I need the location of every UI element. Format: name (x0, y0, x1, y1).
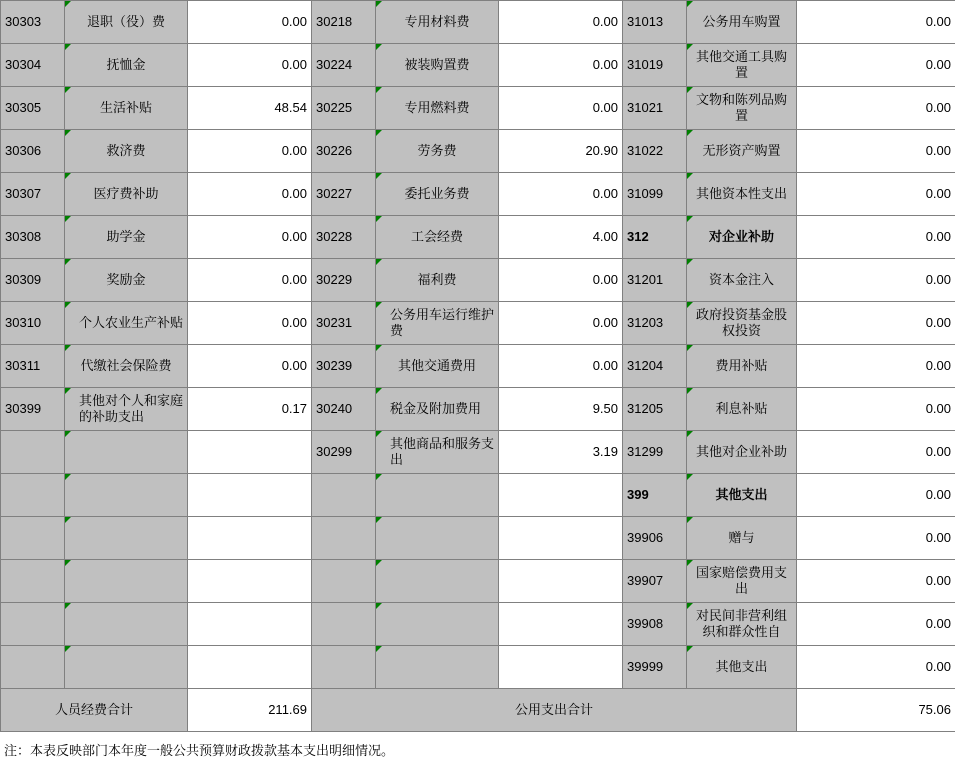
table-row (1, 646, 955, 689)
item-code: 30227 (312, 173, 376, 216)
item-name: 抚恤金 (65, 44, 188, 87)
item-amount: 0.00 (188, 302, 312, 345)
item-name: 资本金注入 (687, 259, 797, 302)
item-code: 31099 (623, 173, 687, 216)
item-code: 31013 (623, 1, 687, 44)
item-code: 31203 (623, 302, 687, 345)
personnel-total-amount: 211.69 (188, 689, 312, 732)
item-amount: 0.00 (188, 1, 312, 44)
item-name: 公务用车购置 (687, 1, 797, 44)
empty-cell (188, 474, 312, 517)
item-code: 30308 (1, 216, 65, 259)
item-name: 代缴社会保险费 (65, 345, 188, 388)
item-name: 其他对企业补助 (687, 431, 797, 474)
item-code: 30399 (1, 388, 65, 431)
item-name: 无形资产购置 (687, 130, 797, 173)
item-name: 税金及附加费用 (376, 388, 499, 431)
item-name: 专用燃料费 (376, 87, 499, 130)
item-amount: 0.00 (797, 216, 955, 259)
table-row (1, 173, 955, 216)
empty-cell (188, 603, 312, 646)
empty-cell (65, 431, 188, 474)
public-total-amount: 75.06 (797, 689, 955, 732)
item-amount: 0.00 (188, 130, 312, 173)
item-amount: 0.00 (188, 173, 312, 216)
item-code: 31299 (623, 431, 687, 474)
empty-cell (1, 603, 65, 646)
item-code: 30231 (312, 302, 376, 345)
empty-cell (65, 560, 188, 603)
table-footnote: 注：本表反映部门本年度一般公共预算财政拨款基本支出明细情况。 (0, 732, 955, 759)
item-amount: 0.00 (797, 302, 955, 345)
empty-cell (499, 603, 623, 646)
item-amount: 0.00 (797, 173, 955, 216)
empty-cell (312, 646, 376, 689)
table-row (1, 517, 955, 560)
item-amount: 0.00 (797, 517, 955, 560)
item-name: 对企业补助 (687, 216, 797, 259)
empty-cell (65, 603, 188, 646)
item-name: 其他交通费用 (376, 345, 499, 388)
item-name: 公务用车运行维护费 (376, 302, 499, 345)
item-amount: 0.00 (499, 302, 623, 345)
empty-cell (1, 646, 65, 689)
empty-cell (376, 517, 499, 560)
empty-cell (188, 431, 312, 474)
item-name: 劳务费 (376, 130, 499, 173)
empty-cell (312, 474, 376, 517)
item-name: 利息补贴 (687, 388, 797, 431)
item-amount: 0.00 (188, 345, 312, 388)
item-code: 30239 (312, 345, 376, 388)
item-code: 30309 (1, 259, 65, 302)
item-name: 赠与 (687, 517, 797, 560)
item-name: 其他交通工具购置 (687, 44, 797, 87)
empty-cell (499, 517, 623, 560)
empty-cell (312, 517, 376, 560)
empty-cell (188, 517, 312, 560)
empty-cell (376, 560, 499, 603)
item-amount: 0.00 (188, 44, 312, 87)
item-amount: 0.00 (499, 44, 623, 87)
table-row (1, 345, 955, 388)
empty-cell (499, 646, 623, 689)
item-code: 30229 (312, 259, 376, 302)
item-code: 30228 (312, 216, 376, 259)
personnel-total-label: 人员经费合计 (1, 689, 188, 732)
item-amount: 0.00 (188, 216, 312, 259)
item-code: 39907 (623, 560, 687, 603)
empty-cell (1, 560, 65, 603)
item-code: 30299 (312, 431, 376, 474)
item-name: 工会经费 (376, 216, 499, 259)
empty-cell (1, 517, 65, 560)
item-amount: 0.17 (188, 388, 312, 431)
item-code: 39999 (623, 646, 687, 689)
item-name: 其他对个人和家庭的补助支出 (65, 388, 188, 431)
public-total-label: 公用支出合计 (312, 689, 797, 732)
empty-cell (376, 646, 499, 689)
item-code: 39906 (623, 517, 687, 560)
item-code: 30225 (312, 87, 376, 130)
item-amount: 0.00 (797, 431, 955, 474)
item-amount: 0.00 (797, 259, 955, 302)
item-amount: 9.50 (499, 388, 623, 431)
table-row (1, 44, 955, 87)
item-name: 文物和陈列品购置 (687, 87, 797, 130)
item-amount: 48.54 (188, 87, 312, 130)
table-row (1, 1, 955, 44)
item-code: 30218 (312, 1, 376, 44)
item-name: 奖励金 (65, 259, 188, 302)
item-amount: 0.00 (797, 603, 955, 646)
item-name: 委托业务费 (376, 173, 499, 216)
item-amount: 0.00 (499, 345, 623, 388)
item-amount: 0.00 (797, 1, 955, 44)
item-name: 其他支出 (687, 474, 797, 517)
item-name: 专用材料费 (376, 1, 499, 44)
totals-row (1, 689, 955, 732)
item-amount: 0.00 (797, 44, 955, 87)
item-code: 399 (623, 474, 687, 517)
table-row (1, 431, 955, 474)
empty-cell (1, 431, 65, 474)
table-row (1, 603, 955, 646)
item-name: 生活补贴 (65, 87, 188, 130)
item-name: 对民间非营利组织和群众性自 (687, 603, 797, 646)
item-name: 个人农业生产补贴 (65, 302, 188, 345)
table-row (1, 302, 955, 345)
item-name: 其他支出 (687, 646, 797, 689)
table-row (1, 388, 955, 431)
item-amount: 0.00 (797, 646, 955, 689)
item-code: 30306 (1, 130, 65, 173)
empty-cell (1, 474, 65, 517)
table-row (1, 87, 955, 130)
item-name: 福利费 (376, 259, 499, 302)
item-amount: 0.00 (499, 1, 623, 44)
item-code: 312 (623, 216, 687, 259)
item-amount: 0.00 (797, 474, 955, 517)
item-amount: 0.00 (797, 560, 955, 603)
item-amount: 4.00 (499, 216, 623, 259)
table-row (1, 130, 955, 173)
item-code: 30307 (1, 173, 65, 216)
item-amount: 20.90 (499, 130, 623, 173)
empty-cell (188, 646, 312, 689)
item-code: 31022 (623, 130, 687, 173)
item-code: 30224 (312, 44, 376, 87)
item-amount: 0.00 (797, 87, 955, 130)
item-name: 医疗费补助 (65, 173, 188, 216)
item-amount: 0.00 (797, 345, 955, 388)
item-name: 其他商品和服务支出 (376, 431, 499, 474)
empty-cell (499, 560, 623, 603)
item-code: 30311 (1, 345, 65, 388)
empty-cell (188, 560, 312, 603)
empty-cell (65, 646, 188, 689)
item-code: 30240 (312, 388, 376, 431)
empty-cell (499, 474, 623, 517)
empty-cell (376, 603, 499, 646)
item-name: 救济费 (65, 130, 188, 173)
item-amount: 0.00 (797, 130, 955, 173)
item-name: 退职（役）费 (65, 1, 188, 44)
item-name: 其他资本性支出 (687, 173, 797, 216)
item-name: 政府投资基金股权投资 (687, 302, 797, 345)
item-name: 助学金 (65, 216, 188, 259)
item-code: 31204 (623, 345, 687, 388)
empty-cell (312, 560, 376, 603)
table-row (1, 560, 955, 603)
item-amount: 0.00 (797, 388, 955, 431)
item-code: 31201 (623, 259, 687, 302)
table-row (1, 259, 955, 302)
item-code: 31019 (623, 44, 687, 87)
empty-cell (65, 474, 188, 517)
item-code: 31205 (623, 388, 687, 431)
item-code: 30226 (312, 130, 376, 173)
item-code: 39908 (623, 603, 687, 646)
item-code: 30304 (1, 44, 65, 87)
item-name: 国家赔偿费用支出 (687, 560, 797, 603)
item-name: 被装购置费 (376, 44, 499, 87)
item-amount: 0.00 (499, 87, 623, 130)
empty-cell (312, 603, 376, 646)
item-code: 31021 (623, 87, 687, 130)
empty-cell (376, 474, 499, 517)
item-code: 30303 (1, 1, 65, 44)
item-code: 30305 (1, 87, 65, 130)
empty-cell (65, 517, 188, 560)
item-amount: 0.00 (188, 259, 312, 302)
item-amount: 0.00 (499, 173, 623, 216)
item-amount: 0.00 (499, 259, 623, 302)
item-code: 30310 (1, 302, 65, 345)
table-row (1, 474, 955, 517)
item-name: 费用补贴 (687, 345, 797, 388)
table-row (1, 216, 955, 259)
item-amount: 3.19 (499, 431, 623, 474)
